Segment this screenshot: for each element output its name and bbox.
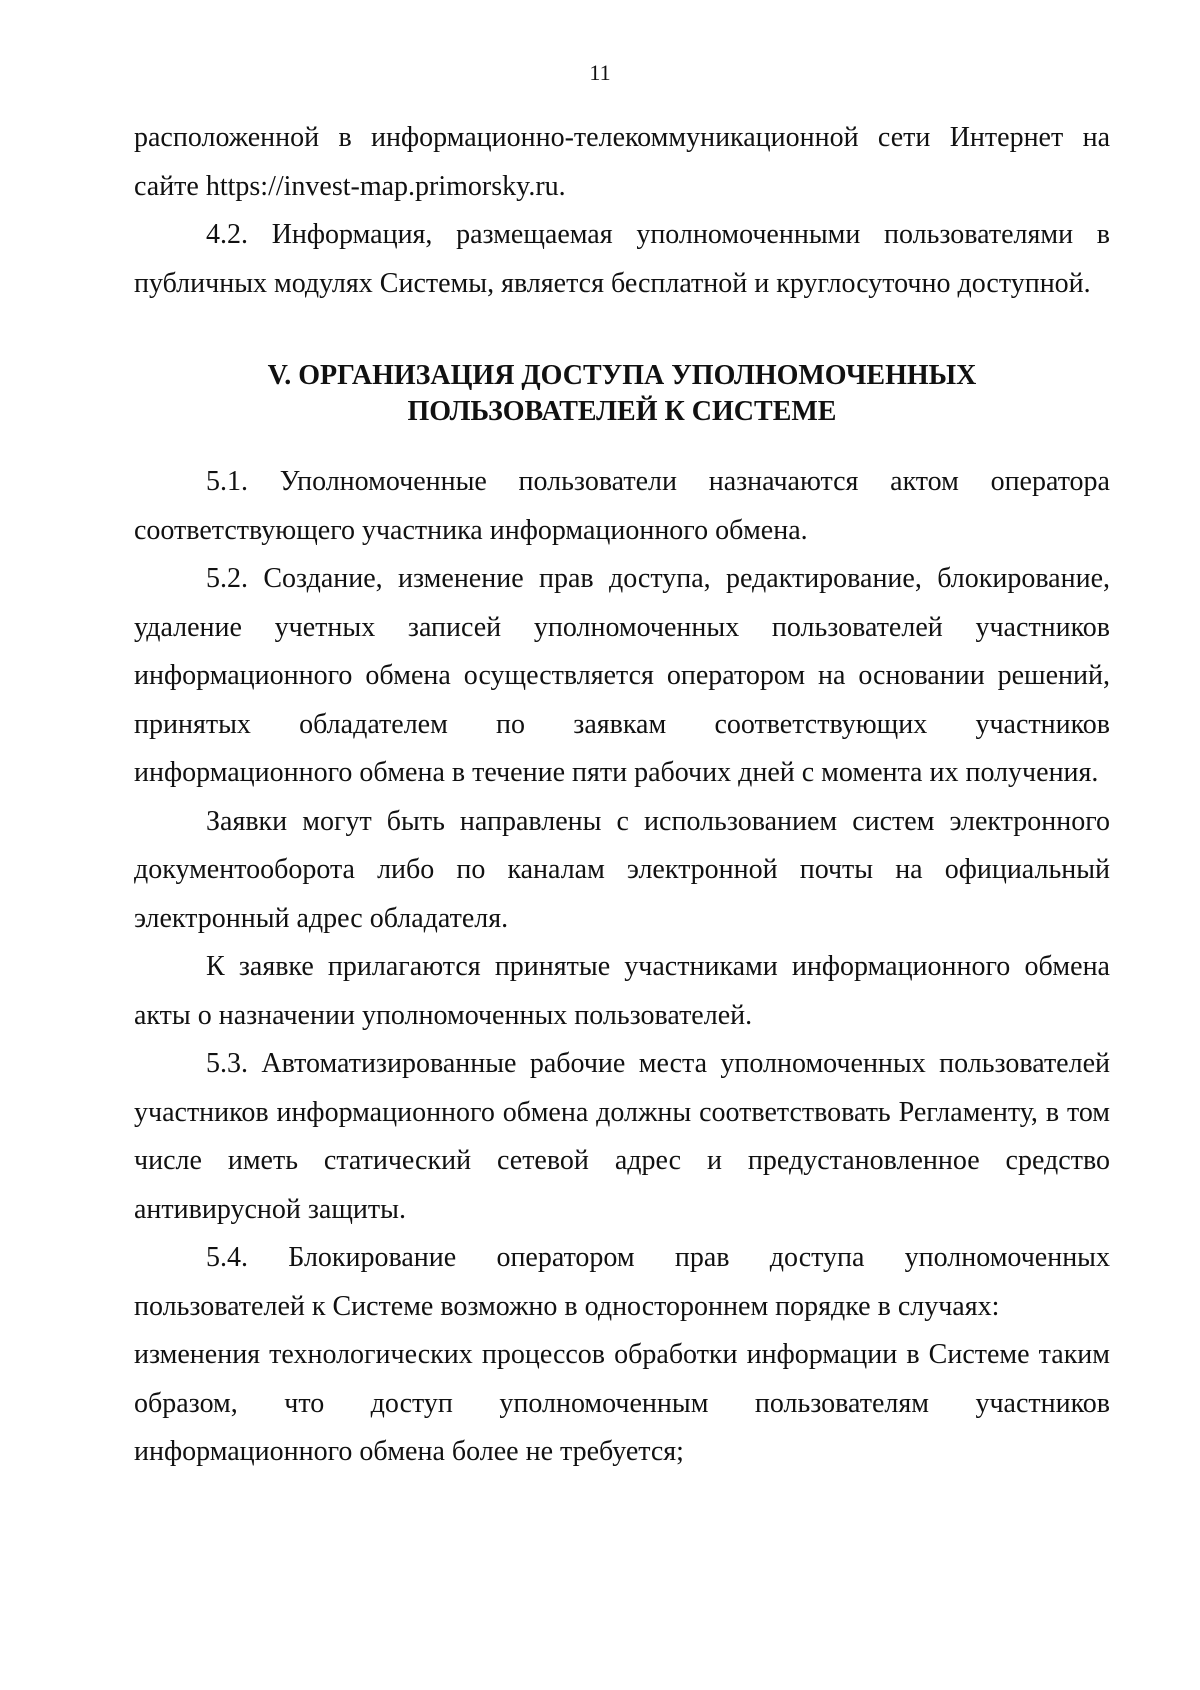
paragraph-5-4: 5.4. Блокирование оператором прав доступа уполномоченных пользователей к Системе возможно в одностороннем порядке в случаях: xyxy=(134,1242,1110,1322)
paragraph-requests: Заявки могут быть направлены с использованием систем электронного документооборота либо по каналам электронной почты на официальный электронный адрес обладателя. xyxy=(134,805,1110,934)
document-body xyxy=(134,114,1110,1477)
paragraph-case-1: изменения технологических процессов обработки информации в Системе таким образом, что доступ уполномоченным пользователям участников информационного обмена более не требуется; xyxy=(134,1339,1110,1467)
section-title-line-1: V. ОРГАНИЗАЦИЯ ДОСТУПА УПОЛНОМОЧЕННЫХ xyxy=(267,360,977,391)
paragraph-5-3: 5.3. Автоматизированные рабочие места уполномоченных пользователей участников информационного обмена должны соответствовать Регламенту, в том числе иметь статический сетевой адрес и предустановленное средство антивирусной защиты. xyxy=(134,1048,1110,1225)
paragraph-5-2: 5.2. Создание, изменение прав доступа, редактирование, блокирование, удаление учетных записей уполномоченных пользователей участников информационного обмена осуществляется оператором на основании решений, принятых обладателем по заявкам соответствующих участников информационного обмена в течение пяти рабочих дней с момента их получения. xyxy=(134,563,1110,788)
section-title xyxy=(134,358,1110,430)
paragraph-4-2: 4.2. Информация, размещаемая уполномоченными пользователями в публичных модулях Системы, является бесплатной и круглосуточно доступной. xyxy=(134,219,1110,299)
paragraph-attachments: К заявке прилагаются принятые участниками информационного обмена акты о назначении уполномоченных пользователей. xyxy=(134,951,1110,1031)
section-title-line-2: ПОЛЬЗОВАТЕЛЕЙ К СИСТЕМЕ xyxy=(407,396,837,427)
paragraph-continuation: расположенной в информационно-телекоммуникационной сети Интернет на сайте https://invest-map.primorsky.ru. xyxy=(134,122,1110,202)
page-number: 11 xyxy=(589,60,611,85)
paragraph-5-1: 5.1. Уполномоченные пользователи назначаются актом оператора соответствующего участника информационного обмена. xyxy=(134,466,1110,546)
